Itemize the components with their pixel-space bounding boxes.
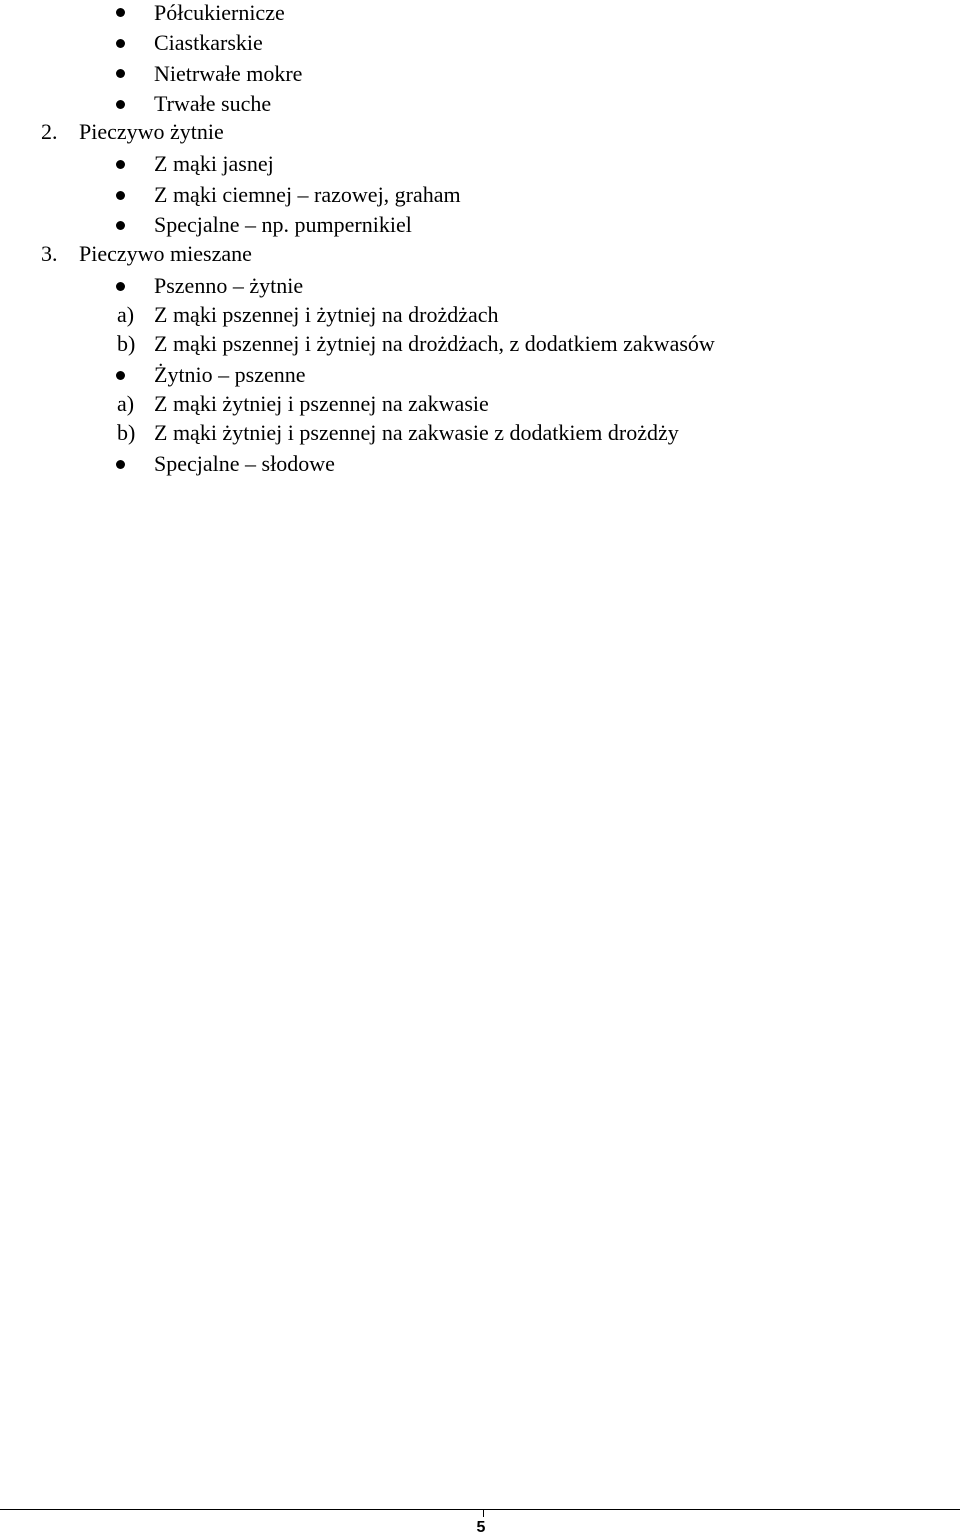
list-item-text: Specjalne – słodowe [154,451,335,476]
list-item-text: Z mąki pszennej i żytniej na drożdżach [154,302,499,327]
list-item-text: Żytnio – pszenne [154,362,306,387]
bullet-icon [116,69,125,78]
bullet-icon [116,191,125,200]
bullet-icon [116,8,125,17]
list-number: 2. [41,119,58,144]
page-number: 5 [476,1519,486,1536]
footer-tick-mark [483,1509,484,1517]
list-item-text: Ciastkarskie [154,30,263,55]
section-heading: Pieczywo żytnie [79,119,224,144]
list-letter: a) [117,391,135,416]
list-item-text: Trwałe suche [154,91,272,116]
bullet-icon [116,39,125,48]
bullet-icon [116,460,125,469]
list-item-text: Z mąki żytniej i pszennej na zakwasie z dodatkiem drożdży [154,420,679,445]
bullet-icon [116,371,125,380]
list-item-text: Z mąki jasnej [154,151,274,176]
list-item-text: Nietrwałe mokre [154,61,303,86]
list-item-text: Z mąki pszennej i żytniej na drożdżach, z dodatkiem zakwasów [154,331,715,356]
section-heading: Pieczywo mieszane [79,241,252,266]
footer-divider [0,1509,960,1510]
list-letter: b) [117,420,136,445]
list-item-text: Półcukiernicze [154,0,285,25]
bullet-icon [116,221,125,230]
list-item-text: Z mąki ciemnej – razowej, graham [154,182,461,207]
list-letter: b) [117,331,136,356]
list-number: 3. [41,241,58,266]
bullet-icon [116,160,125,169]
bullet-icon [116,282,125,291]
bullet-icon [116,100,125,109]
list-item-text: Specjalne – np. pumpernikiel [154,212,412,237]
list-item-text: Pszenno – żytnie [154,273,304,298]
list-letter: a) [117,302,135,327]
list-item-text: Z mąki żytniej i pszennej na zakwasie [154,391,489,416]
